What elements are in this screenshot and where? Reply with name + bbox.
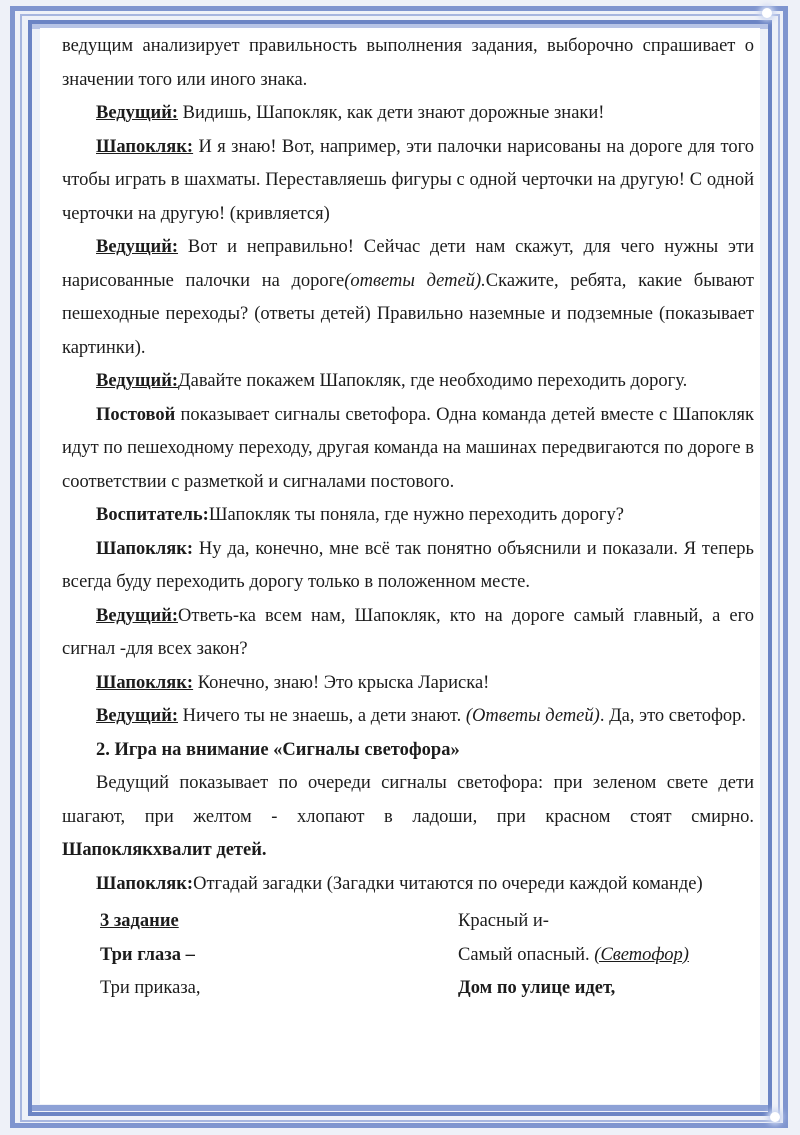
speaker-label: Ведущий: (96, 605, 179, 626)
dialogue-text: Отгадай загадки (Загадки читаются по очереди каждой команде) (193, 873, 703, 894)
riddle-line: Дом по улице идет, (458, 978, 616, 998)
dialogue-line (62, 365, 754, 399)
dialogue-line (62, 533, 754, 600)
speaker-label: Шапокляк: (96, 538, 194, 559)
dialogue-text: Шапокляк ты поняла, где нужно переходить дорогу? (208, 505, 624, 525)
dialogue-text: Ответь-ка всем нам, Шапокляк, кто на дороге самый главный, а его сигнал -для всех закон? (62, 605, 754, 659)
paragraph-bold-text: Шапоклякхвалит детей. (62, 840, 267, 860)
dialogue-line (62, 97, 754, 131)
task-heading: 3 задание (100, 911, 179, 931)
paragraph-text: Ведущий показывает по очереди сигналы светофора: при зеленом свете дети шагают, при желтом - хлопают в ладоши, при красном стоят смирно. (62, 773, 754, 827)
riddle-line: Красный и- (458, 911, 549, 931)
paragraph-text: показывает сигналы светофора. Одна команда детей вместе с Шапокляк идут по пешеходному переходу, другая команда на машинах передвигаются по дороге в соответствии с разметкой и сигналами постового. (62, 404, 754, 492)
speaker-label: Ведущий: (96, 706, 179, 726)
paragraph (62, 767, 754, 868)
dialogue-text: Давайте покажем Шапокляк, где необходимо переходить дорогу. (178, 371, 688, 391)
dialogue-text: Конечно, знаю! Это крыска Лариска! (193, 672, 490, 693)
riddle-column-left (62, 905, 408, 1006)
riddle-line (458, 939, 754, 973)
speaker-label: Шапокляк: (96, 873, 194, 894)
dialogue-text: Ну да, конечно, мне всё так понятно объяснили и показали. Я теперь всегда буду переходить дорогу только в положенном месте. (62, 538, 754, 592)
speaker-label: Шапокляк: (96, 672, 194, 693)
speaker-label: Ведущий: (96, 103, 179, 123)
dialogue-line (62, 667, 754, 701)
dialogue-line (62, 499, 754, 533)
dialogue-text: И я знаю! Вот, например, эти палочки нарисованы на дороге для того чтобы играть в шахматы. Переставляешь фигуры с одной черточки на другую! С одной черточки на другую! (кривляется) (62, 136, 754, 224)
riddle-columns (62, 905, 754, 1006)
dialogue-text: Вот и неправильно! Сейчас дети нам скажут, для чего нужны эти нарисованные палочки на дороге (62, 237, 754, 291)
border-stripe-bottom (32, 1105, 768, 1111)
riddle-line: Три глаза – (100, 944, 195, 965)
stage-direction: (Ответы детей) (465, 706, 600, 726)
dialogue-line (62, 131, 754, 232)
paragraph (62, 30, 754, 97)
dialogue-line (62, 231, 754, 365)
dialogue-line (62, 700, 754, 734)
riddle-column-right (408, 905, 754, 1006)
dialogue-text: . Да, это светофор. (599, 706, 747, 726)
document-body (62, 30, 754, 1006)
riddle-line-text: Самый опасный. (458, 944, 595, 965)
corner-sparkle-icon (762, 8, 772, 18)
paragraph (62, 399, 754, 500)
speaker-label: Шапокляк: (96, 136, 194, 157)
section-heading: 2. Игра на внимание «Сигналы светофора» (96, 739, 460, 760)
dialogue-text: Ничего ты не знаешь, а дети знают. (178, 706, 466, 726)
dialogue-line (62, 868, 754, 902)
riddle-answer: (Светофор) (594, 944, 689, 965)
dialogue-text: Скажите, ребята, какие бывают пешеходные переходы? (ответы детей) Правильно наземные и подземные (показывает картинки). (62, 270, 754, 358)
riddle-line: Три приказа, (100, 978, 201, 998)
dialogue-text: Видишь, Шапокляк, как дети знают дорожные знаки! (178, 103, 605, 123)
dialogue-line (62, 600, 754, 667)
speaker-label: Ведущий: (96, 237, 179, 257)
stage-direction: (ответы детей). (344, 270, 486, 291)
speaker-label: Воспитатель: (96, 505, 209, 525)
role-label: Постовой (96, 404, 176, 425)
paragraph-text: ведущим анализирует правильность выполнения задания, выборочно спрашивает о значении того или иного знака. (62, 36, 754, 90)
corner-sparkle-icon (770, 1112, 780, 1122)
speaker-label: Ведущий: (96, 371, 179, 391)
